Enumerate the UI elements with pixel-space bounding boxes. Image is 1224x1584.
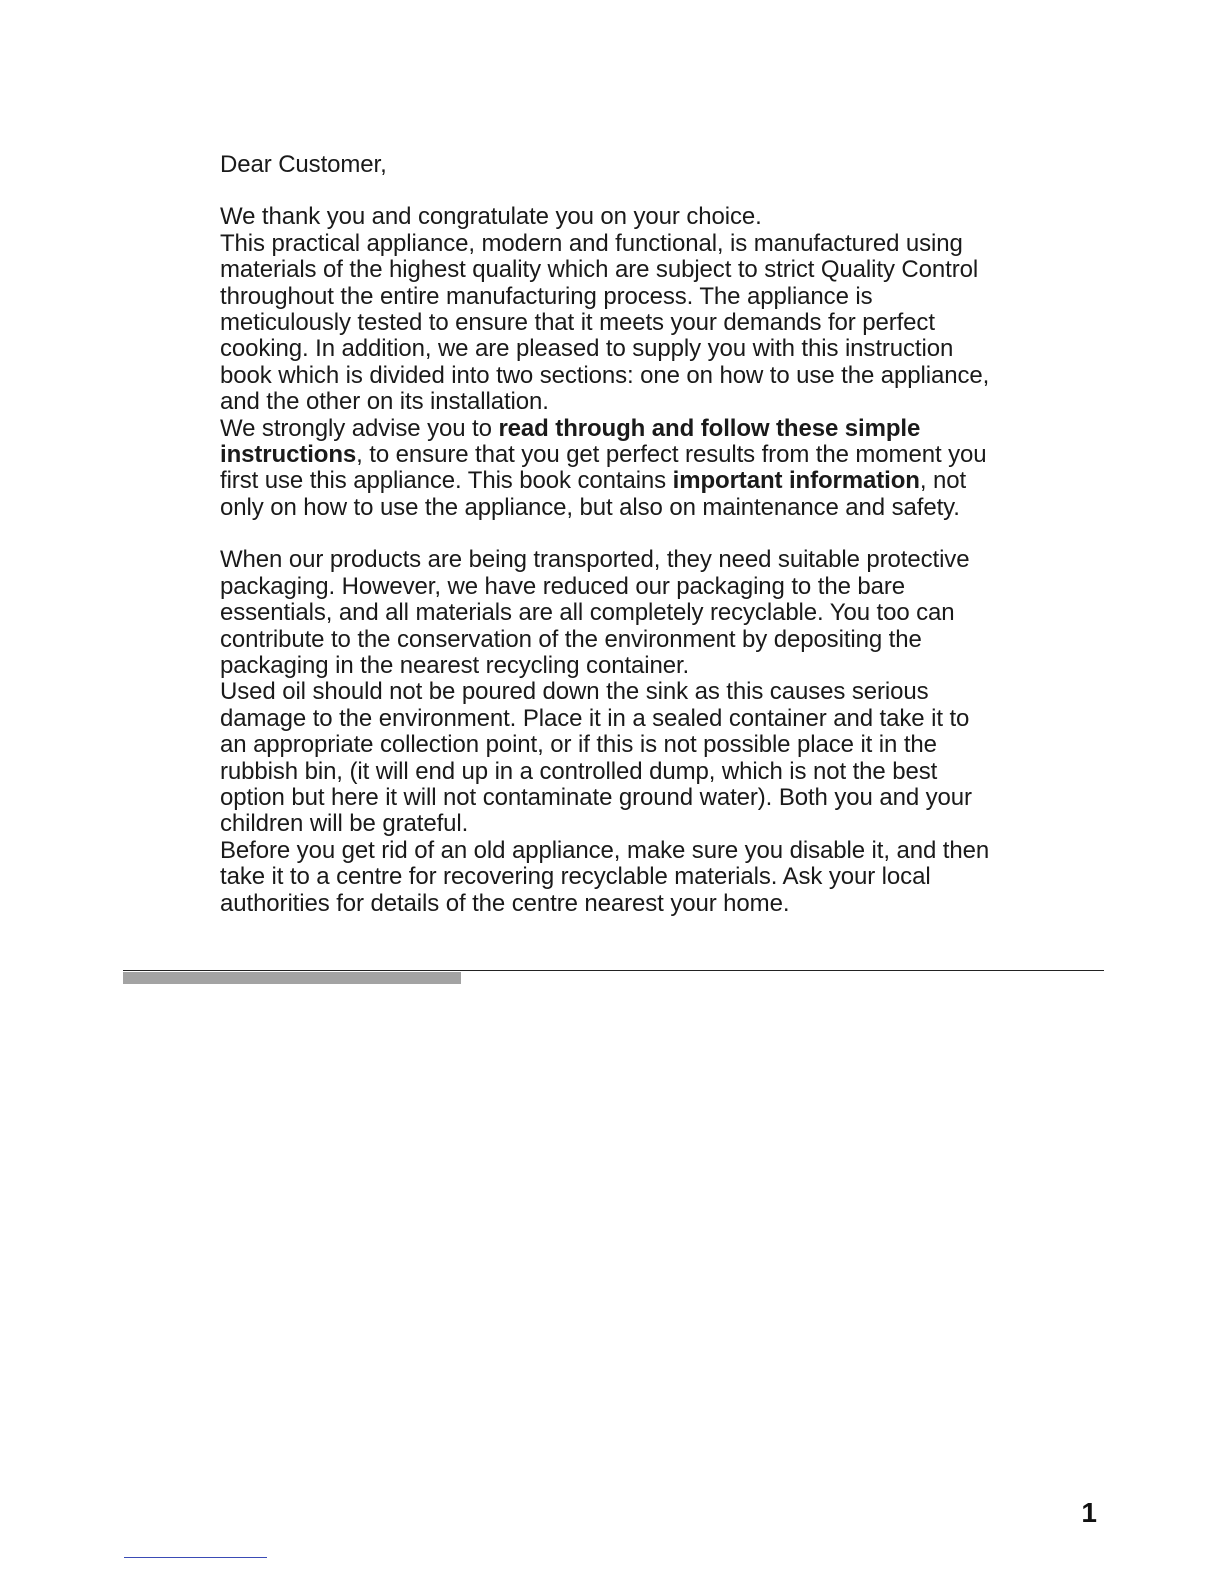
advice-text-c: , not only on how to use the appliance, but also on maintenance and safety. [220, 467, 967, 521]
advice-text-b: , to ensure that you get perfect results from the moment you first use this appliance. This book contains [220, 441, 987, 495]
thanks-line: We thank you and congratulate you on your choice. [220, 203, 762, 231]
section-divider-bar [123, 972, 461, 984]
advice-emphasis-instructions: read through and follow these simple instructions [220, 414, 921, 469]
advice-paragraph [220, 416, 990, 522]
disposal-paragraph: Before you get rid of an old appliance, make sure you disable it, and then take it to a centre for recovering recyclable materials. Ask your local authorities for details of the centre nearest your home. [220, 836, 990, 917]
advice-emphasis-information: important information [672, 467, 920, 495]
section-divider-line [123, 970, 1104, 971]
letter-body [220, 152, 990, 917]
advice-text-a: We strongly advise you to [220, 414, 499, 442]
used-oil-paragraph: Used oil should not be poured down the sink as this causes serious damage to the environment. Place it in a sealed container and take it to an appropriate collection point, or if this is not possible place it in the rubbish bin, (it will end up in a controlled dump, which is not the best option but here it will not contaminate ground water). Both you and your children will be grateful. [220, 678, 972, 838]
salutation: Dear Customer, [220, 151, 387, 178]
quality-paragraph: This practical appliance, modern and functional, is manufactured using materials of the highest quality which are subject to strict Quality Control throughout the entire manufacturing process. The appliance is meticulously tested to ensure that it meets your demands for perfect cooking. In addition, we are pleased to supply you with this instruction book which is divided into two sections: one on how to use the appliance, and the other on its installation. [220, 229, 990, 416]
page-number: 1 [1081, 1497, 1097, 1528]
packaging-paragraph: When our products are being transported, they need suitable protective packaging. However, we have reduced our packaging to the bare essentials, and all materials are all completely recyclable. You too can contribute to the conservation of the environment by depositing the packaging in the nearest recycling container. [220, 546, 970, 679]
footer-underline [124, 1557, 267, 1558]
